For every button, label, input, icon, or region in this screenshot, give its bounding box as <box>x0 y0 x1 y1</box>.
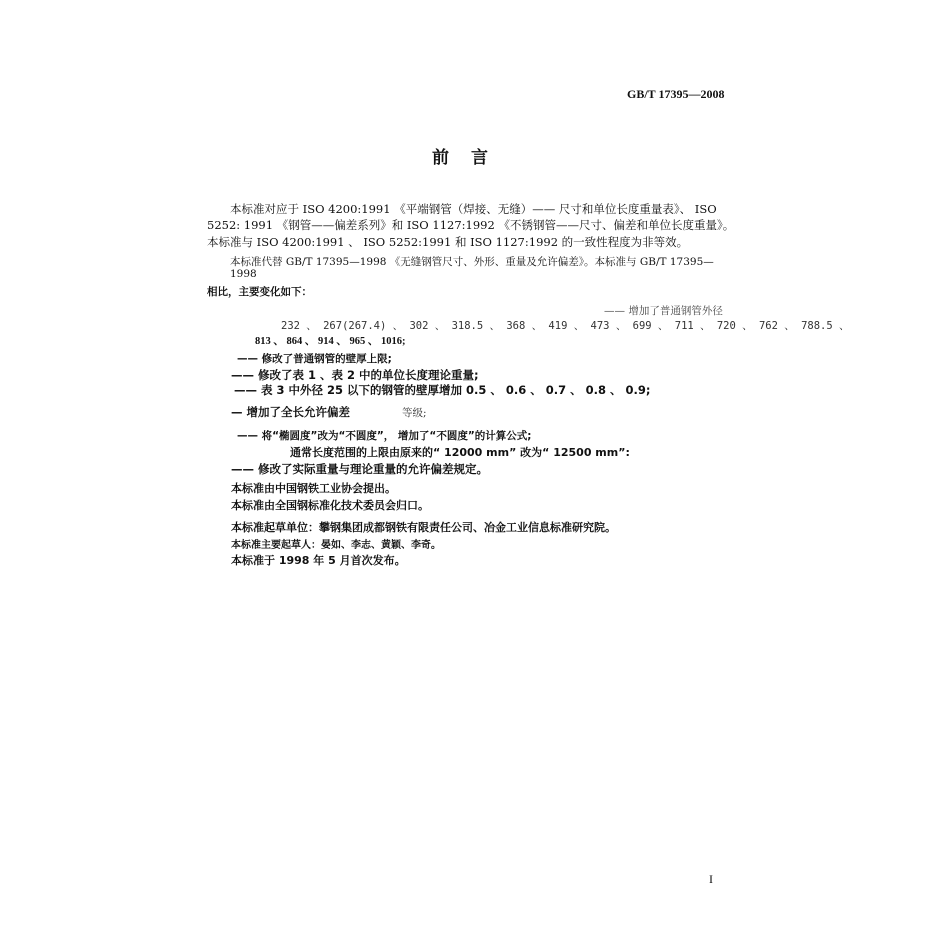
paragraph-line: 1998 <box>230 268 257 280</box>
change-item: —— 表 3 中外径 25 以下的钢管的壁厚增加 0.5 、 0.6 、 0.7 、 0.8 、 0.9; <box>234 383 651 397</box>
change-item: 813 、 864 、 914 、 965 、 1016; <box>255 336 406 347</box>
change-item: — 增加了全长允许偏差 <box>231 405 351 419</box>
statement-line: 本标准由中国钢铁工业协会提出。 <box>231 482 396 495</box>
statement-line: 本标准于 1998 年 5 月首次发布。 <box>231 554 406 567</box>
change-item: —— 修改了表 1 、表 2 中的单位长度理论重量; <box>231 368 479 382</box>
change-item: —— 将“椭圆度”改为“不圆度”， 增加了“不圆度”的计算公式; <box>237 430 532 442</box>
statement-line: 本标准起草单位：攀钢集团成都钢铁有限责任公司、冶金工业信息标准研究院。 <box>231 521 616 534</box>
paragraph-line: 5252: 1991 《钢管——偏差系列》和 ISO 1127:1992 《不锈钢管——尺寸、偏差和单位长度重量》。 <box>207 218 735 232</box>
paragraph-line: 相比，主要变化如下： <box>207 286 312 298</box>
standard-code: GB/T 17395—2008 <box>627 87 725 101</box>
paragraph-line: 本标准对应于 ISO 4200:1991 《平端钢管（焊接、无缝）—— 尺寸和单位长度重量表》、 ISO <box>230 202 717 216</box>
change-item: —— 修改了普通钢管的壁厚上限; <box>237 353 392 365</box>
page-number: I <box>709 872 713 886</box>
statement-line: 本标准主要起草人：晏如、李志、黄颖、李奇。 <box>231 540 441 551</box>
change-item: 232 、 267(267.4) 、 302 、 318.5 、 368 、 419 、 473 、 699 、 711 、 720 、 762 、 788.5 、 <box>281 320 850 332</box>
page-title: 前言 <box>432 148 510 168</box>
change-item: 通常长度范围的上限由原来的“ 12000 mm” 改为“ 12500 mm”: <box>290 446 630 459</box>
change-item: 等级; <box>402 407 427 419</box>
change-item: —— 增加了普通钢管外径 <box>604 305 723 317</box>
statement-line: 本标准由全国钢标准化技术委员会归口。 <box>231 499 429 512</box>
paragraph-line: 本标准与 ISO 4200:1991 、 ISO 5252:1991 和 ISO 1127:1992 的一致性程度为非等效。 <box>207 235 689 249</box>
change-item: —— 修改了实际重量与理论重量的允许偏差规定。 <box>231 462 489 476</box>
paragraph-line: 本标准代替 GB/T 17395—1998 《无缝钢管尺寸、外形、重量及允许偏差》。本标准与 GB/T 17395— <box>230 256 714 268</box>
